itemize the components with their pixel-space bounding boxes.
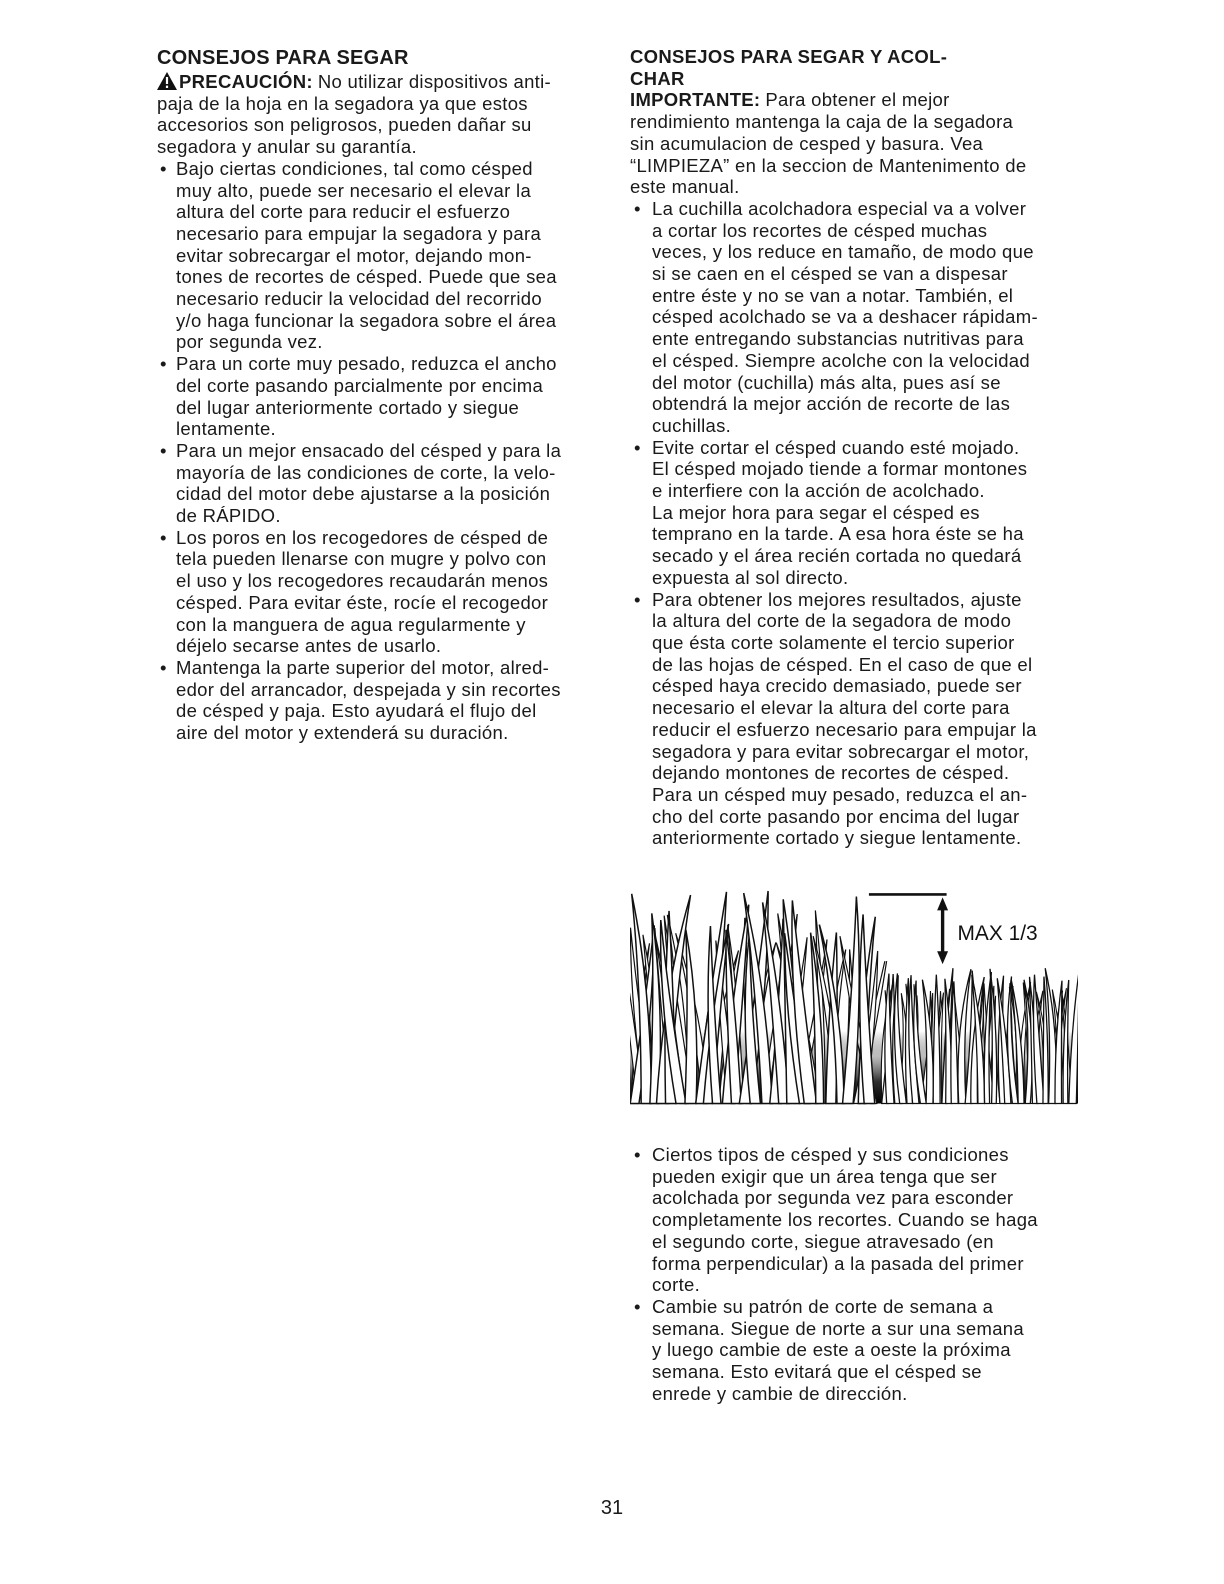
- text-line: Para obtener los mejores resultados, ajuste: [652, 588, 1022, 610]
- bullet-marker: •: [160, 439, 167, 461]
- text-line: entre éste y no se van a notar. También, el: [652, 284, 1014, 306]
- important-first-line: [630, 89, 1075, 111]
- left-bullet-list: [157, 158, 602, 744]
- text-line: paja de la hoja en la segadora ya que estos: [157, 92, 528, 114]
- bullet-item: [157, 353, 602, 440]
- text-line: enrede y cambie de dirección.: [652, 1382, 908, 1404]
- text-line: rendimiento mantenga la caja de la segadora: [630, 111, 1014, 133]
- text-line: ente entregando substancias nutritivas para: [652, 328, 1024, 350]
- bullet-item: [630, 1144, 1075, 1296]
- bullet-text: [176, 440, 602, 527]
- text-line: temprano en la tarde. A esa hora éste se ha: [652, 523, 1024, 545]
- bullet-marker: •: [160, 656, 167, 678]
- text-line: y luego cambie de este a oeste la próxima: [652, 1339, 1011, 1361]
- caution-paragraph: [157, 71, 602, 158]
- right-bullet-list-top: [630, 198, 1075, 849]
- text-line: sin acumulacion de cesped y basura. Vea: [630, 132, 984, 154]
- text-line: necesario reducir la velocidad del recorrido: [176, 288, 542, 310]
- bullet-marker: •: [634, 588, 641, 610]
- warning-icon: [157, 72, 177, 90]
- bullet-item: [630, 437, 1075, 589]
- text-line: aire del motor y extenderá su duración.: [176, 722, 509, 744]
- grass-blade: [933, 975, 940, 1104]
- bullet-text: [652, 437, 1075, 589]
- right-column: [630, 46, 1075, 1404]
- grass-blade: [1055, 981, 1062, 1104]
- text-line: del motor (cuchilla) más alta, pues así se: [652, 371, 1001, 393]
- caution-first-line: [157, 71, 602, 93]
- text-line: anteriormente cortado y siegue lentamente.: [652, 827, 1022, 849]
- caution-rest-lines: [157, 93, 602, 158]
- text-line: El césped mojado tiende a formar montones: [652, 458, 1028, 480]
- bullet-marker: •: [634, 1295, 641, 1317]
- important-rest-lines: [630, 111, 1075, 198]
- text-line: césped acolchado se va a deshacer rápidam-: [652, 306, 1038, 328]
- text-line: de las hojas de césped. En el caso de que el: [652, 653, 1033, 675]
- grass-blade: [685, 930, 697, 1104]
- text-line: altura del corte para reducir el esfuerzo: [176, 201, 511, 223]
- text-line: y/o haga funcionar la segadora sobre el área: [176, 309, 557, 331]
- text-line: necesario el elevar la altura del corte para: [652, 697, 1010, 719]
- right-bullet-list-bottom: [630, 1144, 1075, 1404]
- bullet-item: [157, 657, 602, 744]
- text-line: muy alto, puede ser necesario el elevar la: [176, 179, 532, 201]
- bullet-text: [176, 353, 602, 440]
- text-line: con la manguera de agua regularmente y: [176, 613, 526, 635]
- bullet-marker: •: [160, 526, 167, 548]
- text-line: La cuchilla acolchadora especial va a volver: [652, 197, 1027, 219]
- text-line: el uso y los recogedores recaudarán menos: [176, 570, 549, 592]
- text-line: Mantenga la parte superior del motor, alred-: [176, 656, 550, 678]
- text-line: evitar sobrecargar el motor, dejando mon-: [176, 244, 532, 266]
- bullet-item: [630, 1296, 1075, 1405]
- text-line: Los poros en los recogedores de césped de: [176, 526, 549, 548]
- text-line: obtendrá la mejor acción de recorte de las: [652, 393, 1011, 415]
- text-line: cuchillas.: [652, 414, 732, 436]
- text-line: semana. Siegue de norte a sur una semana: [652, 1317, 1024, 1339]
- text-line: césped. Para evitar éste, rocíe el recogedor: [176, 591, 549, 613]
- bullet-item: [630, 198, 1075, 437]
- text-line: que ésta corte solamente el tercio superior: [652, 631, 1015, 653]
- heading-lines: [630, 46, 1075, 89]
- text-line: Para un mejor ensacado del césped y para la: [176, 439, 562, 461]
- bullet-text: [176, 527, 602, 657]
- text-line: cho del corte pasando por encima del lugar: [652, 805, 1020, 827]
- text-line: la altura del corte de la segadora de modo: [652, 610, 1012, 632]
- text-line: si se caen en el césped se van a dispesar: [652, 263, 1008, 285]
- text-line: CONSEJOS PARA SEGAR Y ACOL-: [630, 46, 948, 67]
- text-line: césped haya crecido demasiado, puede ser: [652, 675, 1022, 697]
- text-line: déjelo secarse antes de usarlo.: [176, 635, 442, 657]
- text-line: acolchada por segunda vez para esconder: [652, 1187, 1014, 1209]
- important-text: Para obtener el mejor: [765, 89, 950, 111]
- text-line: pueden exigir que un área tenga que ser: [652, 1165, 997, 1187]
- bullet-marker: •: [160, 157, 167, 179]
- important-paragraph: [630, 89, 1075, 198]
- caution-label: PRECAUCIÓN:: [179, 71, 313, 92]
- text-line: accesorios son peligrosos, pueden dañar su: [157, 114, 532, 136]
- caution-text: No utilizar dispositivos anti-: [317, 71, 551, 92]
- bullet-marker: •: [634, 197, 641, 219]
- bullet-text: [652, 1144, 1075, 1296]
- text-line: La mejor hora para segar el césped es: [652, 501, 980, 523]
- text-line: forma perpendicular) a la pasada del primer: [652, 1252, 1024, 1274]
- text-line: semana. Esto evitará que el césped se: [652, 1361, 982, 1383]
- left-column: [157, 46, 602, 1404]
- bullet-text: [652, 1296, 1075, 1405]
- text-line: Evite cortar el césped cuando esté mojado.: [652, 436, 1020, 458]
- section-heading-acolchar: [630, 46, 1075, 89]
- text-line: tones de recortes de césped. Puede que sea: [176, 266, 557, 288]
- text-line: a cortar los recortes de césped muchas: [652, 219, 988, 241]
- text-line: Para un corte muy pesado, reduzca el ancho: [176, 353, 557, 375]
- text-line: reducir el esfuerzo necesario para empujar la: [652, 718, 1037, 740]
- text-line: segadora y para evitar sobrecargar el motor,: [652, 740, 1030, 762]
- bullet-text: [176, 158, 602, 353]
- text-line: mayoría de las condiciones de corte, la velo-: [176, 461, 556, 483]
- text-line: segadora y anular su garantía.: [157, 136, 417, 158]
- text-line: Cambie su patrón de corte de semana a: [652, 1295, 994, 1317]
- text-line: tela pueden llenarse con mugre y polvo con: [176, 548, 547, 570]
- bullet-text: [652, 589, 1075, 849]
- bullet-text: [176, 657, 602, 744]
- bullet-item: [157, 440, 602, 527]
- text-line: veces, y los reduce en tamaño, de modo que: [652, 241, 1034, 263]
- important-label: IMPORTANTE:: [630, 89, 761, 111]
- text-line: necesario para empujar la segadora y para: [176, 222, 542, 244]
- text-line: el césped. Siempre acolche con la velocidad: [652, 349, 1030, 371]
- text-line: completamente los recortes. Cuando se haga: [652, 1209, 1038, 1231]
- bullet-marker: •: [634, 1144, 641, 1166]
- text-line: “LIMPIEZA” en la seccion de Mantenimento de: [630, 154, 1027, 176]
- text-line: lentamente.: [176, 418, 276, 440]
- text-line: Para un césped muy pesado, reduzca el an-: [652, 783, 1028, 805]
- text-line: este manual.: [630, 176, 740, 198]
- text-line: el segundo corte, siegue atravesado (en: [652, 1230, 994, 1252]
- text-line: del lugar anteriormente cortado y siegue: [176, 396, 520, 418]
- text-line: edor del arrancador, despejada y sin recortes: [176, 678, 561, 700]
- bullet-marker: •: [160, 353, 167, 375]
- text-line: corte.: [652, 1274, 701, 1296]
- two-column-layout: [157, 46, 1075, 1404]
- text-line: expuesta al sol directo.: [652, 566, 849, 588]
- page-number: 31: [600, 1497, 624, 1519]
- text-line: dejando montones de recortes de césped.: [652, 762, 1010, 784]
- bullet-item: [157, 158, 602, 353]
- text-line: cidad del motor debe ajustarse a la posición: [176, 483, 551, 505]
- bullet-item: [630, 589, 1075, 849]
- text-line: por segunda vez.: [176, 331, 323, 353]
- text-line: secado y el área recién cortada no quedará: [652, 545, 1022, 567]
- text-line: Bajo ciertas condiciones, tal como césped: [176, 157, 533, 179]
- bullet-item: [157, 527, 602, 657]
- text-line: de césped y paja. Esto ayudará el flujo del: [176, 700, 537, 722]
- text-line: CHAR: [630, 67, 685, 89]
- text-line: Ciertos tipos de césped y sus condiciones: [652, 1144, 1009, 1166]
- text-line: del corte pasando parcialmente por encima: [176, 374, 544, 396]
- grass-cut-illustration: [630, 881, 1078, 1106]
- text-line: de RÁPIDO.: [176, 505, 281, 527]
- section-heading-segar: CONSEJOS PARA SEGAR: [157, 47, 409, 69]
- bullet-text: [652, 198, 1075, 437]
- text-line: e interfiere con la acción de acolchado.: [652, 480, 985, 502]
- max-third-label: MAX 1/3: [957, 922, 1038, 946]
- bullet-marker: •: [634, 436, 641, 458]
